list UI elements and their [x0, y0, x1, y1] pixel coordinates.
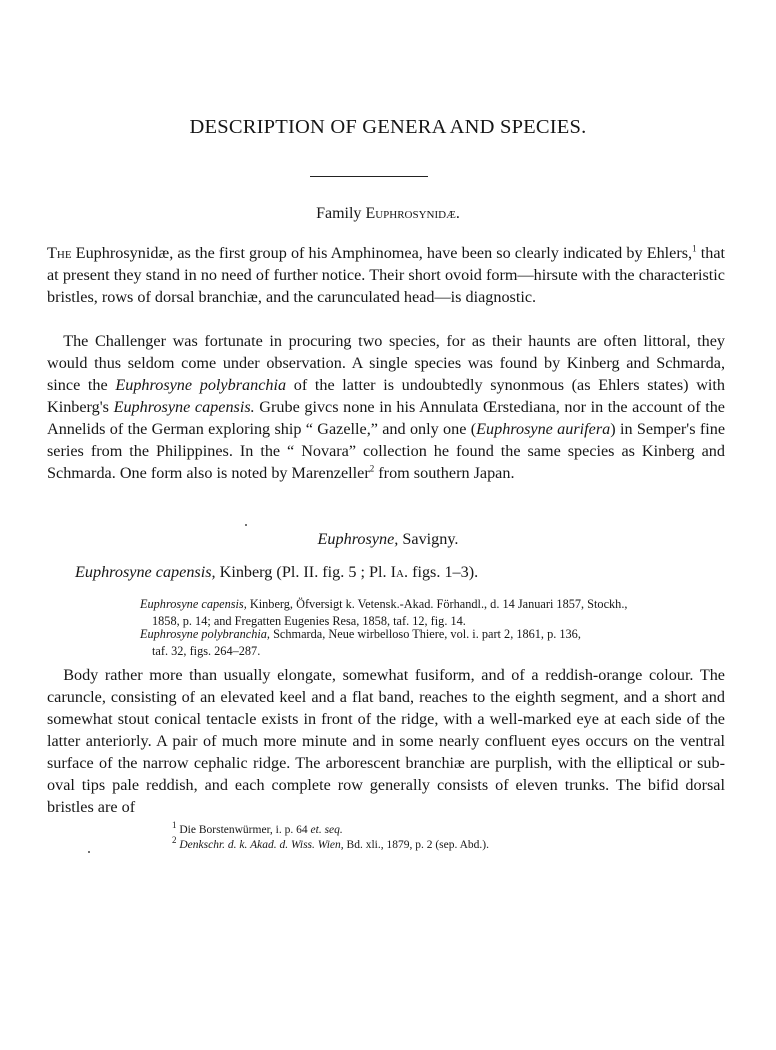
intro-p2-text-b: of the latter is undoubtedly synonmous (as Ehlers states) with Kinberg's — [47, 376, 725, 416]
intro-paragraph-2 — [47, 330, 725, 484]
synonym-1-name: Euphrosyne capensis, — [140, 597, 247, 611]
species-ref-aurifera: Euphrosyne aurifera — [476, 420, 611, 438]
intro-p2-text-c: Grube givcs none in his Annulata Œrstediana, nor in the account of the Annelids of the German exploring ship “ Gazelle,” and only one ( — [47, 398, 725, 438]
genus-heading — [0, 530, 776, 549]
synonym-entry-1 — [140, 596, 724, 629]
intro-paragraph-1 — [47, 242, 725, 308]
footnote-ref-1: 1 — [692, 243, 697, 254]
genus-name: Euphrosyne, — [317, 530, 399, 548]
description-text: Body rather more than usually elongate, somewhat fusiform, and of a reddish-orange colour. The caruncle, consisting of an elevated keel and a flat band, reaches to the eighth segment, and a short and somewhat stout conical tentacle exists in front of the ridge, with a well-marked eye at each side of the latter anteriorly. A pair of much more minute and in some nearly confluent eyes occurs on the ventral surface of the narrow cephalic ridge. The arborescent branchiæ are purplish, with the elliptical or sub-oval tips pale reddish, and each complete row generally consists of eleven trunks. The bifid dorsal bristles are of — [47, 666, 725, 816]
intro-lead-word: The — [47, 244, 72, 262]
synonym-2-citation-cont: taf. 32, figs. 264–287. — [152, 643, 261, 658]
footnote-2-number: 2 — [172, 835, 177, 846]
footnote-1-italic: et. seq. — [310, 824, 343, 836]
description-paragraph — [47, 664, 725, 818]
footnote-2 — [172, 837, 732, 853]
print-speck — [245, 524, 247, 526]
species-ref-capensis: Euphrosyne capensis. — [113, 398, 255, 416]
synonym-2-citation: Schmarda, Neue wirbelloso Thiere, vol. i. part 2, 1861, p. 136, — [270, 627, 581, 641]
species-name: Euphrosyne capensis, — [75, 563, 216, 581]
species-figs: . figs. 1–3). — [403, 563, 479, 581]
synonym-entry-2 — [140, 626, 724, 659]
family-name: Euphrosynidæ. — [365, 205, 460, 222]
footnote-1-number: 1 — [172, 820, 177, 831]
page-title: DESCRIPTION OF GENERA AND SPECIES. — [189, 116, 587, 138]
print-speck-2 — [88, 851, 90, 853]
synonym-1-citation-cont: 1858, p. 14; and Fregatten Eugenies Resa, 1858, taf. 12, fig. 14. — [152, 613, 466, 628]
genus-author: Savigny. — [398, 530, 459, 548]
footnote-ref-2: 2 — [369, 463, 375, 474]
title-divider — [310, 176, 428, 177]
synonym-1-citation: Kinberg, Öfversigt k. Vetensk.-Akad. Förhandl., d. 14 Januari 1857, Stockh., — [246, 597, 628, 611]
intro-p2-text-d: ) in Semper's fine series from the Philippines. In the “ Novara” collection he found the same species as Kinberg and Schmarda. One form also is noted by Marenzeller — [47, 420, 725, 482]
footnote-1 — [172, 822, 732, 838]
intro-p2-text-e: from southern Japan. — [374, 464, 515, 482]
footnote-1-text: Die Borstenwürmer, i. p. 64 — [176, 824, 311, 836]
footnote-2-italic: Denkschr. d. k. Akad. d. Wiss. Wien, — [179, 839, 344, 851]
intro-p2-text: The Challenger was fortunate in procuring two species, for as their haunts are often littoral, they would thus seldom come under observation. A single species was found by Kinberg and Schmarda, since the — [47, 332, 725, 394]
species-ref-polybranchia: Euphrosyne polybranchia — [115, 376, 287, 394]
species-plate-suffix: a — [396, 563, 404, 581]
synonym-2-name: Euphrosyne polybranchia, — [140, 627, 271, 641]
species-heading — [75, 563, 735, 582]
family-label: Family — [316, 205, 362, 222]
family-heading — [0, 205, 776, 223]
species-plates: Kinberg (Pl. II. fig. 5 ; Pl. I — [215, 563, 397, 581]
intro-p1-text-cont: that at present they stand in no need of further notice. Their short ovoid form—hirsute with the characteristic bristles, rows of dorsal branchiæ, and the carunculated head—is diagnostic. — [47, 244, 725, 306]
footnote-2-text: Bd. xli., 1879, p. 2 (sep. Abd.). — [343, 839, 490, 851]
intro-p1-text: Euphrosynidæ, as the first group of his Amphinomea, have been so clearly indicated by Ehlers, — [71, 244, 693, 262]
